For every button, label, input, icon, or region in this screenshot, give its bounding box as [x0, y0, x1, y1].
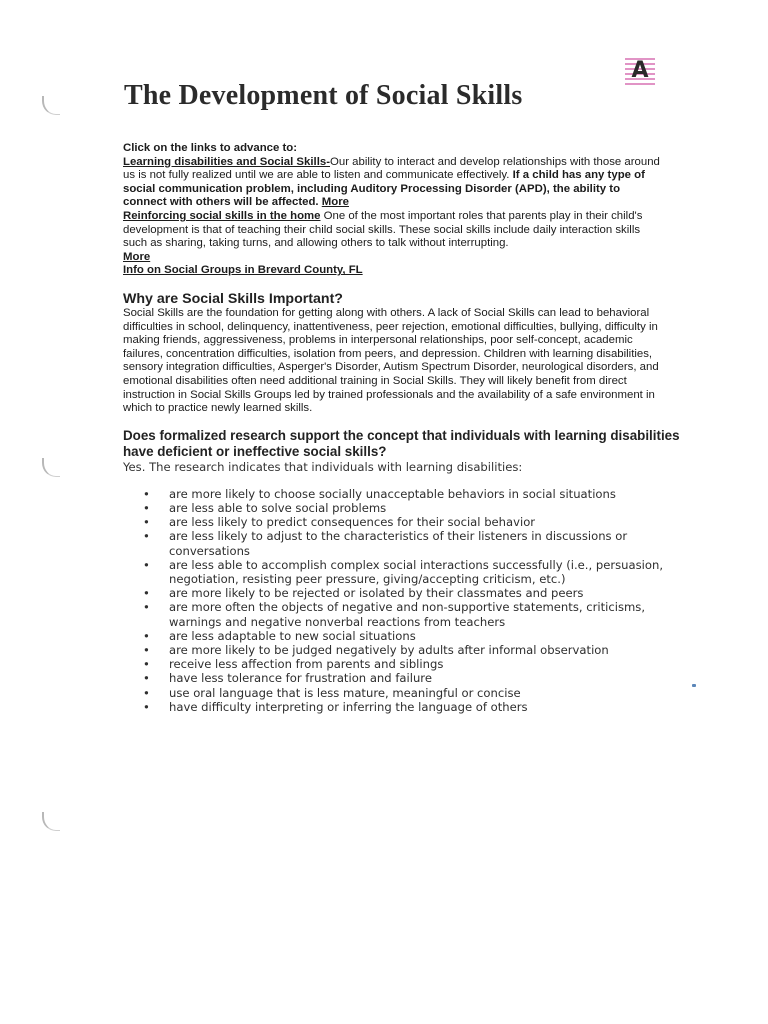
list-item [143, 671, 663, 685]
list-item [143, 686, 663, 700]
bullet-icon: • [143, 486, 150, 501]
research-heading: Does formalized research support the concept that individuals with learning disabilities have deficient or ineffective social skills? [123, 427, 680, 459]
list-item [143, 515, 663, 529]
section1-more-link[interactable]: More [321, 196, 349, 209]
bullet-icon: • [143, 529, 150, 544]
list-item [143, 657, 663, 671]
list-item-text: are more likely to be judged negatively by adults after informal observation [169, 642, 609, 657]
list-item-text: are more often the objects of negative and non-supportive statements, criticisms, warnings and negative nonverbal reactions from teachers [169, 600, 646, 629]
list-item [143, 600, 663, 628]
bullet-icon: • [143, 699, 150, 714]
list-item [143, 700, 663, 714]
section-reinforcing [123, 210, 663, 264]
list-item-text: are less able to solve social problems [169, 500, 387, 515]
research-list [143, 487, 663, 714]
section-learning-disabilities [123, 156, 663, 210]
reinforcing-link[interactable]: Reinforcing social skills in the home [123, 209, 321, 222]
bullet-icon: • [143, 628, 150, 643]
section2-text: One of the most important roles that parents play in their child's development is that of teaching their child social skills. These social skills include daily interaction skills such as sharing, taking turns, and allowing others to talk without interrupting. [123, 209, 643, 250]
section2-more-link[interactable]: More [123, 250, 151, 263]
bullet-icon: • [143, 515, 150, 530]
why-heading: Why are Social Skills Important? [123, 290, 343, 307]
list-item [143, 643, 663, 657]
list-item [143, 529, 663, 557]
handwritten-grade-mark: A [625, 57, 655, 85]
list-item-text: receive less affection from parents and siblings [169, 657, 444, 672]
list-item [143, 629, 663, 643]
list-item-text: are less likely to predict consequences for their social behavior [169, 515, 536, 530]
learning-disabilities-link[interactable]: Learning disabilities and Social Skills- [123, 155, 330, 168]
bullet-icon: • [143, 600, 150, 615]
binder-hole-top [42, 96, 60, 115]
list-item-text: are less able to accomplish complex social interactions successfully (i.e., persuasion, negotiation, resisting peer pressure, giving/accepting criticism, etc.) [169, 557, 664, 586]
bullet-icon: • [143, 557, 150, 572]
bullet-icon: • [143, 657, 150, 672]
intro-text: Click on the links to advance to: [123, 142, 298, 154]
list-item-text: are less adaptable to new social situations [169, 628, 416, 643]
bullet-icon: • [143, 671, 150, 686]
document-body [123, 142, 680, 714]
page-title: The Development of Social Skills [124, 80, 523, 111]
list-item-text: use oral language that is less mature, meaningful or concise [169, 685, 521, 700]
list-item-text: are less likely to adjust to the characteristics of their listeners in discussions or conversations [169, 529, 628, 558]
bullet-icon: • [143, 500, 150, 515]
why-text: Social Skills are the foundation for getting along with others. A lack of Social Skills can lead to behavioral difficulties in school, delinquency, inattentiveness, peer rejection, emotional difficulties, bullying, difficulty in making friends, aggressiveness, problems in interpersonal relationships, poor self-concept, academic failures, concentration difficulties, isolation from peers, and depression. Children with learning disabilities, sensory integration difficulties, Asperger's Disorder, Autism Spectrum Disorder, neurological disorders, and emotional disabilities often need additional training in Social Skills. They will likely benefit from direct instruction in Social Skills Groups led by trained professionals and the availability of a safe environment in which to practice newly learned skills. [123, 306, 659, 415]
list-item [143, 501, 663, 515]
list-item [143, 558, 663, 586]
binder-hole-middle [42, 458, 60, 477]
social-groups-link[interactable]: Info on Social Groups in Brevard County, FL [123, 264, 363, 277]
bullet-icon: • [143, 685, 150, 700]
list-item-text: are more likely to be rejected or isolated by their classmates and peers [169, 586, 584, 601]
section-social-groups [123, 264, 663, 278]
list-item [143, 586, 663, 600]
list-item-text: have less tolerance for frustration and failure [169, 671, 432, 686]
list-item-text: have difficulty interpreting or inferring the language of others [169, 699, 528, 714]
bullet-icon: • [143, 642, 150, 657]
binder-hole-bottom [42, 812, 60, 831]
list-item-text: are more likely to choose socially unacceptable behaviors in social situations [169, 486, 616, 501]
research-intro: Yes. The research indicates that individuals with learning disabilities: [123, 459, 523, 474]
list-item [143, 487, 663, 501]
section1-bold-text: If a child has any type of social communication problem, including Auditory Processing Disorder (APD), the ability to connect with others will be affected. [123, 169, 645, 209]
bullet-icon: • [143, 586, 150, 601]
stray-mark [692, 684, 696, 687]
section1-text: Our ability to interact and develop relationships with those around us is not fully realized until we are able to listen and communicate effectively. [123, 155, 660, 182]
